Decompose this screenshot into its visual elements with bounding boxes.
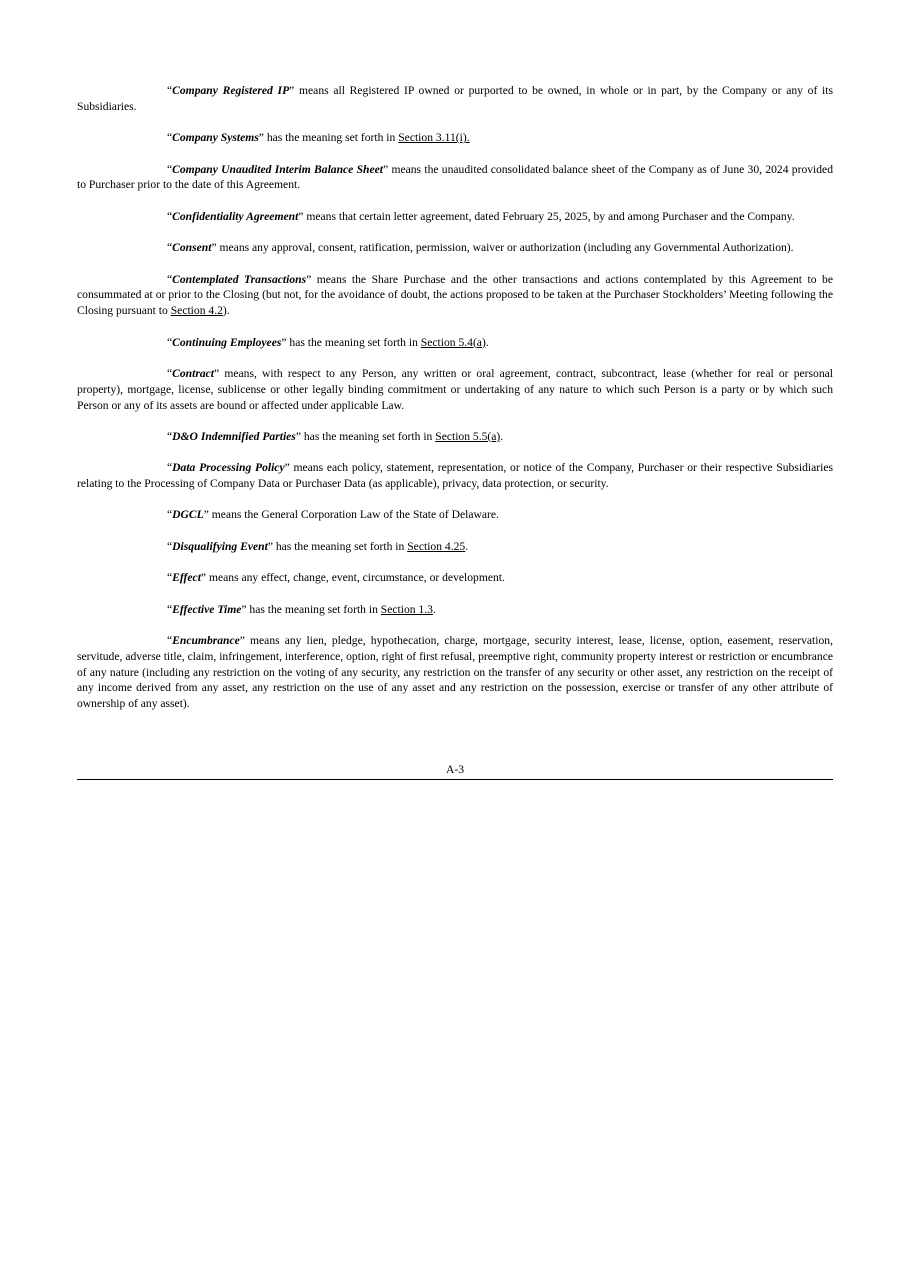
open-quote: “ <box>167 634 173 648</box>
definition-encumbrance <box>77 633 833 712</box>
definition-text: ” means any lien, pledge, hypothecation, charge, mortgage, security interest, lease, license, option, easement, reservation, servitude, adverse title, claim, infringement, interference, option, right of first refusal, preemptive right, community property interest or restriction or encumbrance of any nature (including any restriction on the voting of any security, any restriction on the transfer of any security or other asset, any restriction on the receipt of any income derived from any asset, any restriction on the use of any asset and any restriction on the possession, exercise or transfer of any other attribute of ownership of any asset). <box>77 634 833 711</box>
defined-term: Contract <box>172 366 215 380</box>
definition-text-end: . <box>432 602 436 616</box>
open-quote: “ <box>167 602 173 616</box>
definition-text: ” means the unaudited consolidated balance sheet of the Company as of June 30, 2024 provided to Purchaser prior to the date of this Agreement. <box>77 162 833 192</box>
definition-text: ” means the Share Purchase and the other transactions and actions contemplated by this Agreement to be consummated at or prior to the Closing (but not, for the avoidance of doubt, the actions proposed to be taken at the Purchaser Stockholders’ Meeting following the Closing pursuant to <box>77 272 833 318</box>
defined-term: Effect <box>172 571 201 585</box>
defined-term: Effective Time <box>172 602 242 616</box>
definition-text: ” means all Registered IP owned or purported to be owned, in whole or in part, by the Company or any of its Subsidiaries. <box>77 84 833 113</box>
footer-divider <box>77 779 833 780</box>
defined-term: Company Registered IP <box>172 84 290 97</box>
definition-text-end: ). <box>222 304 230 318</box>
definition-company-unaudited-interim-balance-sheet <box>77 162 833 194</box>
definition-text: ” means any effect, change, event, circumstance, or development. <box>200 571 505 585</box>
document-body <box>77 83 833 728</box>
defined-term: D&O Indemnified Parties <box>172 429 296 443</box>
definition-text: ” means any approval, consent, ratification, permission, waiver or authorization (including any Governmental Authorization). <box>211 241 794 255</box>
defined-term: Contemplated Transactions <box>172 272 307 286</box>
open-quote: “ <box>167 366 173 380</box>
open-quote: “ <box>167 508 173 522</box>
section-reference-link[interactable]: Section 4.25 <box>407 539 466 553</box>
open-quote: “ <box>167 335 173 349</box>
defined-term: Confidentiality Agreement <box>172 209 299 223</box>
section-reference-link[interactable]: Section 3.11(i). <box>398 131 470 145</box>
definition-company-registered-ip <box>77 83 833 115</box>
definition-text: ” means each policy, statement, representation, or notice of the Company, Purchaser or their respective Subsidiaries relating to the Processing of Company Data or Purchaser Data (as applicable), privacy, data protection, or security. <box>77 461 833 491</box>
definition-do-indemnified-parties <box>77 429 833 445</box>
open-quote: “ <box>167 539 173 553</box>
defined-term: DGCL <box>172 508 204 522</box>
definition-text: ” means that certain letter agreement, dated February 25, 2025, by and among Purchaser and the Company. <box>298 209 795 223</box>
defined-term: Disqualifying Event <box>172 539 268 553</box>
definition-company-systems <box>77 130 833 146</box>
page-footer <box>77 763 833 780</box>
open-quote: “ <box>167 131 173 145</box>
section-reference-link[interactable]: Section 1.3 <box>380 602 433 616</box>
definition-contemplated-transactions <box>77 272 833 319</box>
definition-text-end: . <box>485 335 489 349</box>
defined-term: Data Processing Policy <box>172 461 285 475</box>
defined-term: Company Unaudited Interim Balance Sheet <box>172 162 384 176</box>
section-reference-link[interactable]: Section 5.5(a) <box>435 429 501 443</box>
definition-text: ” has the meaning set forth in <box>267 539 408 553</box>
definition-effect <box>77 570 833 586</box>
definition-effective-time <box>77 602 833 618</box>
open-quote: “ <box>167 272 173 286</box>
open-quote: “ <box>167 241 173 255</box>
definition-text: ” has the meaning set forth in <box>295 429 436 443</box>
open-quote: “ <box>167 209 173 223</box>
definition-data-processing-policy <box>77 460 833 492</box>
definition-text: ” has the meaning set forth in <box>258 131 399 145</box>
definition-continuing-employees <box>77 335 833 351</box>
definition-text-end: . <box>465 539 469 553</box>
defined-term: Continuing Employees <box>172 335 282 349</box>
open-quote: “ <box>167 571 173 585</box>
page-number: A-3 <box>445 763 465 776</box>
open-quote: “ <box>167 461 173 475</box>
definition-dgcl <box>77 507 833 523</box>
definition-text: ” has the meaning set forth in <box>241 602 381 616</box>
open-quote: “ <box>167 162 173 176</box>
definition-confidentiality-agreement <box>77 209 833 225</box>
defined-term: Company Systems <box>172 131 259 145</box>
section-reference-link[interactable]: Section 4.2 <box>170 304 223 318</box>
definition-consent <box>77 240 833 256</box>
defined-term: Encumbrance <box>172 634 240 648</box>
definition-text: ” means, with respect to any Person, any written or oral agreement, contract, subcontract, lease (whether for real or personal property), mortgage, license, sublicense or other legally binding commitment or undertaking of any nature to which such Person is a party or by which such Person or any of its assets are bound or affected under applicable Law. <box>77 366 833 412</box>
defined-term: Consent <box>172 241 212 255</box>
section-reference-link[interactable]: Section 5.4(a) <box>420 335 486 349</box>
definition-text: ” means the General Corporation Law of the State of Delaware. <box>203 508 499 522</box>
definition-text: ” has the meaning set forth in <box>281 335 421 349</box>
definition-contract <box>77 366 833 413</box>
open-quote: “ <box>167 84 173 97</box>
definition-disqualifying-event <box>77 539 833 555</box>
open-quote: “ <box>167 429 173 443</box>
definition-text-end: . <box>500 429 504 443</box>
